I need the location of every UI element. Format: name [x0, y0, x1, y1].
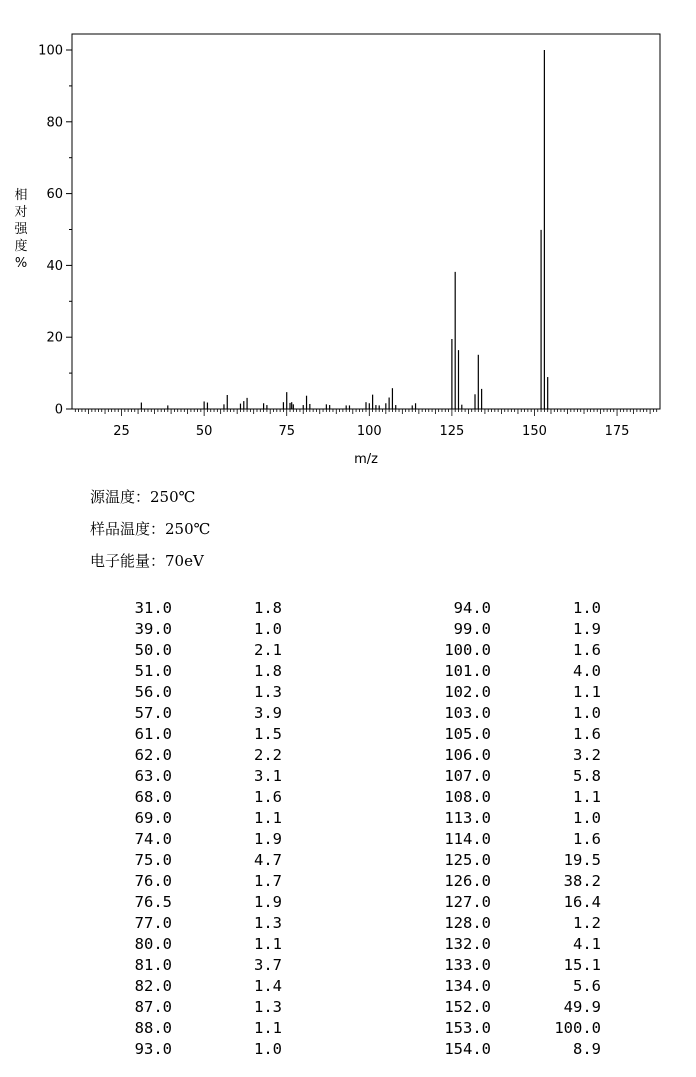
peak-intensity: 1.1	[573, 683, 601, 701]
peak-mz: 82.0	[134, 977, 172, 995]
peak-intensity: 1.5	[254, 725, 282, 743]
peak-intensity: 1.0	[573, 599, 601, 617]
peak-intensity: 1.3	[254, 683, 282, 701]
peak-mz: 74.0	[134, 830, 172, 848]
peak-row	[380, 661, 605, 682]
peak-row	[90, 1018, 285, 1039]
peak-intensity: 3.7	[254, 956, 282, 974]
peak-intensity: 1.4	[254, 977, 282, 995]
peak-mz: 63.0	[134, 767, 172, 785]
y-tick-label: 60	[46, 187, 63, 203]
peak-intensity: 8.9	[573, 1040, 601, 1058]
peak-mz: 75.0	[134, 851, 172, 869]
peak-row	[90, 829, 285, 850]
plot-frame	[72, 34, 660, 409]
x-tick-label: 100	[356, 424, 382, 439]
peak-mz: 107.0	[444, 767, 491, 785]
peak-mz: 77.0	[134, 914, 172, 932]
peak-mz: 134.0	[444, 977, 491, 995]
peak-row	[380, 766, 605, 787]
peak-mz: 125.0	[444, 851, 491, 869]
peak-mz: 132.0	[444, 935, 491, 953]
peak-mz: 113.0	[444, 809, 491, 827]
peak-table-right	[380, 598, 605, 1060]
peak-mz: 76.0	[134, 872, 172, 890]
peak-mz: 88.0	[134, 1019, 172, 1037]
peak-row	[90, 598, 285, 619]
peak-row	[380, 682, 605, 703]
peak-row	[380, 976, 605, 997]
peak-row	[90, 745, 285, 766]
peak-row	[90, 787, 285, 808]
x-tick-label: 175	[604, 424, 630, 439]
peak-intensity: 1.1	[254, 809, 282, 827]
peak-mz: 99.0	[453, 620, 491, 638]
peak-intensity: 1.1	[254, 935, 282, 953]
peak-intensity: 1.2	[573, 914, 601, 932]
peak-row	[90, 640, 285, 661]
condition-value: 250℃	[165, 520, 211, 538]
peak-row	[380, 913, 605, 934]
peak-mz: 81.0	[134, 956, 172, 974]
peak-mz: 128.0	[444, 914, 491, 932]
peak-mz: 105.0	[444, 725, 491, 743]
peak-row	[380, 787, 605, 808]
y-tick-label: 100	[38, 43, 63, 59]
peak-mz: 61.0	[134, 725, 172, 743]
peak-row	[380, 955, 605, 976]
peak-intensity: 1.9	[573, 620, 601, 638]
peak-mz: 57.0	[134, 704, 172, 722]
x-tick-label: 125	[439, 424, 465, 439]
peak-intensity: 49.9	[563, 998, 601, 1016]
peak-intensity: 3.1	[254, 767, 282, 785]
peak-intensity: 1.0	[573, 809, 601, 827]
condition-electron-energy	[90, 550, 204, 571]
condition-value: 250℃	[150, 488, 196, 506]
condition-label: 电子能量：	[90, 552, 166, 570]
peak-intensity: 4.7	[254, 851, 282, 869]
peak-row	[90, 955, 285, 976]
condition-source-temperature	[90, 486, 195, 507]
peak-row	[90, 913, 285, 934]
peak-table-left	[90, 598, 285, 1060]
peak-row	[90, 661, 285, 682]
peak-intensity: 3.2	[573, 746, 601, 764]
peak-row	[380, 745, 605, 766]
peak-row	[380, 640, 605, 661]
peak-row	[380, 829, 605, 850]
peak-row	[380, 808, 605, 829]
peak-row	[380, 1018, 605, 1039]
peak-intensity: 4.0	[573, 662, 601, 680]
y-tick-label: 40	[46, 258, 63, 274]
peak-mz: 114.0	[444, 830, 491, 848]
peak-row	[380, 892, 605, 913]
peak-mz: 39.0	[134, 620, 172, 638]
peak-mz: 154.0	[444, 1040, 491, 1058]
peak-row	[90, 934, 285, 955]
peak-row	[90, 682, 285, 703]
peak-mz: 93.0	[134, 1040, 172, 1058]
condition-label: 源温度：	[90, 488, 151, 506]
peak-intensity: 4.1	[573, 935, 601, 953]
x-tick-label: 75	[278, 424, 295, 439]
peak-row	[90, 892, 285, 913]
peak-row	[90, 871, 285, 892]
peak-intensity: 2.2	[254, 746, 282, 764]
peak-intensity: 1.8	[254, 599, 282, 617]
y-tick-label: 20	[46, 330, 63, 346]
peak-mz: 80.0	[134, 935, 172, 953]
peak-intensity: 5.6	[573, 977, 601, 995]
peak-intensity: 1.1	[573, 788, 601, 806]
peak-intensity: 15.1	[563, 956, 601, 974]
peak-row	[90, 808, 285, 829]
peak-mz: 133.0	[444, 956, 491, 974]
peak-mz: 152.0	[444, 998, 491, 1016]
y-axis-label-char: 强	[14, 222, 28, 237]
peak-intensity: 100.0	[554, 1019, 601, 1037]
x-tick-label: 150	[522, 424, 547, 439]
peak-intensity: 1.0	[254, 620, 282, 638]
peak-mz: 87.0	[134, 998, 172, 1016]
y-tick-label: 80	[46, 115, 63, 131]
peak-mz: 62.0	[134, 746, 172, 764]
mass-spectrum-chart	[0, 0, 696, 480]
peak-intensity: 1.3	[254, 998, 282, 1016]
peak-mz: 100.0	[444, 641, 491, 659]
peak-mz: 50.0	[134, 641, 172, 659]
peak-row	[380, 871, 605, 892]
peak-row	[380, 934, 605, 955]
peak-intensity: 1.9	[254, 830, 282, 848]
peak-intensity: 1.6	[254, 788, 282, 806]
condition-sample-temperature	[90, 518, 210, 539]
peak-row	[380, 850, 605, 871]
peak-mz: 106.0	[444, 746, 491, 764]
peak-mz: 108.0	[444, 788, 491, 806]
peak-mz: 69.0	[134, 809, 172, 827]
peak-mz: 51.0	[134, 662, 172, 680]
peak-intensity: 38.2	[563, 872, 601, 890]
peak-intensity: 1.1	[254, 1019, 282, 1037]
peak-mz: 103.0	[444, 704, 491, 722]
peak-intensity: 16.4	[563, 893, 601, 911]
y-axis-label-char: 对	[14, 205, 28, 220]
peak-mz: 94.0	[453, 599, 491, 617]
y-axis-label-char: %	[14, 256, 28, 271]
peak-row	[90, 997, 285, 1018]
peak-intensity: 19.5	[563, 851, 601, 869]
peak-mz: 101.0	[444, 662, 491, 680]
peak-row	[90, 976, 285, 997]
x-axis-label: m/z	[354, 452, 378, 467]
peak-mz: 56.0	[134, 683, 172, 701]
peak-intensity: 1.8	[254, 662, 282, 680]
peak-row	[380, 703, 605, 724]
x-tick-label: 25	[113, 424, 130, 439]
peak-intensity: 3.9	[254, 704, 282, 722]
peak-mz: 76.5	[134, 893, 172, 911]
peak-row	[90, 850, 285, 871]
peak-row	[90, 1039, 285, 1060]
y-axis-label-char: 度	[14, 239, 28, 254]
condition-value: 70eV	[165, 552, 204, 570]
peak-mz: 126.0	[444, 872, 491, 890]
peak-intensity: 5.8	[573, 767, 601, 785]
peak-row	[380, 997, 605, 1018]
peak-intensity: 1.6	[573, 641, 601, 659]
peak-mz: 127.0	[444, 893, 491, 911]
y-tick-label: 0	[54, 402, 63, 418]
peak-row	[90, 619, 285, 640]
peak-row	[90, 766, 285, 787]
y-axis-label-char: 相	[14, 188, 28, 203]
peak-intensity: 1.9	[254, 893, 282, 911]
peak-mz: 153.0	[444, 1019, 491, 1037]
x-tick-label: 50	[195, 424, 213, 439]
peak-mz: 31.0	[134, 599, 172, 617]
peak-intensity: 1.0	[573, 704, 601, 722]
peak-row	[380, 598, 605, 619]
peak-intensity: 1.7	[254, 872, 282, 890]
peak-intensity: 1.3	[254, 914, 282, 932]
peak-row	[380, 1039, 605, 1060]
peak-intensity: 1.0	[254, 1040, 282, 1058]
peak-intensity: 1.6	[573, 830, 601, 848]
peak-row	[380, 724, 605, 745]
peak-row	[90, 724, 285, 745]
condition-label: 样品温度：	[90, 520, 166, 538]
peak-intensity: 1.6	[573, 725, 601, 743]
peak-row	[90, 703, 285, 724]
peak-mz: 102.0	[444, 683, 491, 701]
peak-row	[380, 619, 605, 640]
peak-mz: 68.0	[134, 788, 172, 806]
peak-intensity: 2.1	[254, 641, 282, 659]
